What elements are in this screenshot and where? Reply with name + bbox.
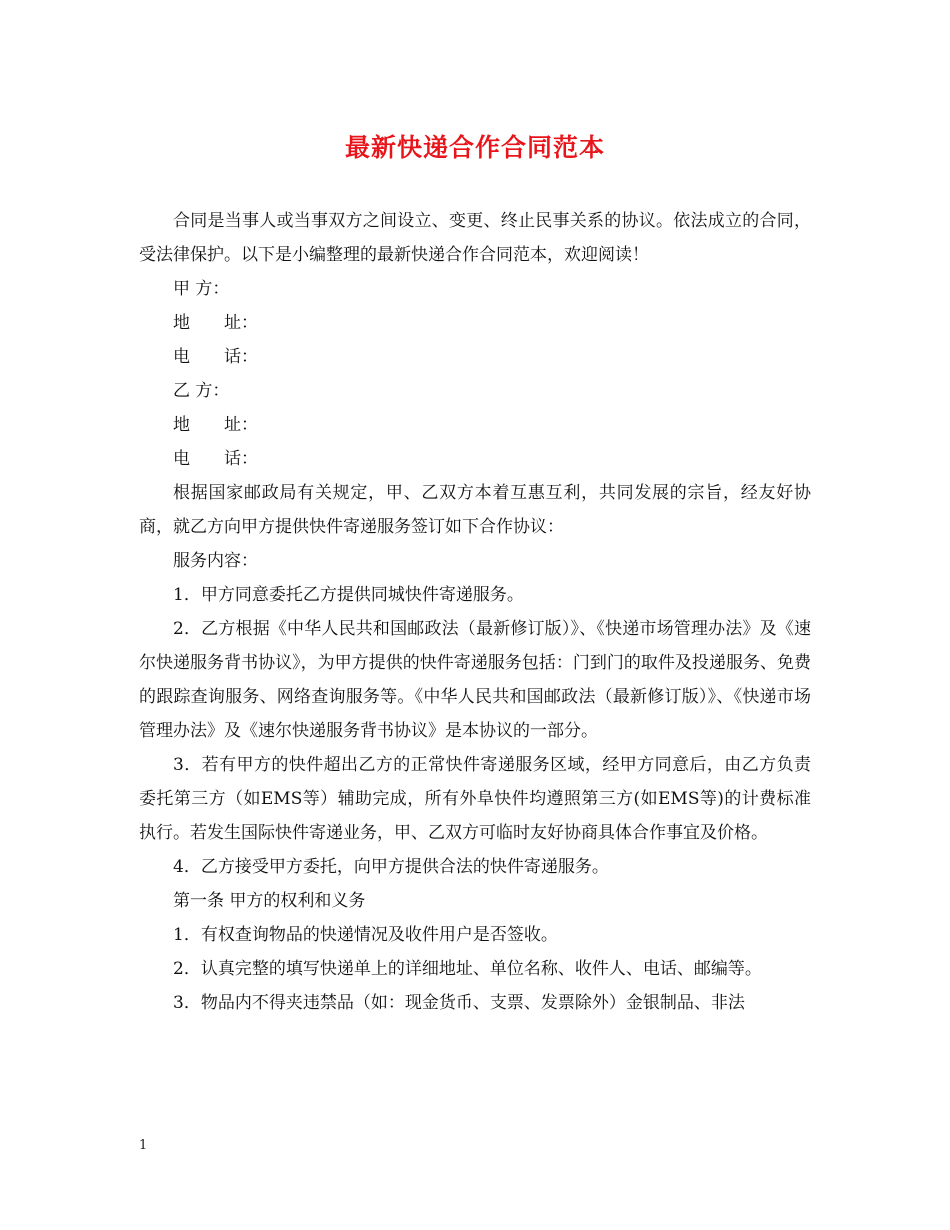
service-item-4: 4．乙方接受甲方委托，向甲方提供合法的快件寄递服务。 <box>173 857 609 877</box>
document-title: 最新快递合作合同范本 <box>344 133 605 162</box>
article-1-item-2: 2．认真完整的填写快递单上的详细地址、单位名称、收件人、电话、邮编等。 <box>173 959 762 979</box>
party-a-label: 甲 方： <box>173 279 230 299</box>
party-a-address: 地 址： <box>173 313 258 333</box>
service-item-1: 1．甲方同意委托乙方提供同城快件寄递服务。 <box>173 585 524 605</box>
intro-paragraph: 合同是当事人或当事双方之间设立、变更、终止民事关系的协议。依法成立的合同，受法律保护。以下是小编整理的最新快递合作合同范本，欢迎阅读！ <box>139 211 811 265</box>
article-1-heading: 第一条 甲方的权利和义务 <box>173 891 366 911</box>
party-b-label: 乙 方： <box>173 381 230 401</box>
article-1-item-1: 1．有权查询物品的快递情况及收件用户是否签收。 <box>173 925 558 945</box>
document-body <box>139 204 811 1020</box>
page-number: 1 <box>139 1138 148 1153</box>
service-item-2: 2．乙方根据《中华人民共和国邮政法（最新修订版）》、《快递市场管理办法》及《速尔快递服务背书协议》，为甲方提供的快件寄递服务包括：门到门的取件及投递服务、免费的跟踪查询服务、网络查询服务等。《中华人民共和国邮政法（最新修订版）》、《快递市场管理办法》及《速尔快递服务背书协议》是本协议的一部分。 <box>139 619 811 741</box>
party-b-phone: 电 话： <box>173 449 258 469</box>
party-a-phone: 电 话： <box>173 347 258 367</box>
service-item-3: 3．若有甲方的快件超出乙方的正常快件寄递服务区域，经甲方同意后，由乙方负责委托第三方（如EMS等）辅助完成，所有外阜快件均遵照第三方(如EMS等)的计费标准执行。若发生国际快件寄递业务，甲、乙双方可临时友好协商具体合作事宜及价格。 <box>139 755 811 843</box>
party-b-address: 地 址： <box>173 415 258 435</box>
service-content-heading: 服务内容： <box>173 551 258 571</box>
article-1-item-3: 3．物品内不得夹违禁品（如：现金货币、支票、发票除外）金银制品、非法 <box>173 993 745 1013</box>
agreement-preamble: 根据国家邮政局有关规定，甲、乙双方本着互惠互利，共同发展的宗旨，经友好协商，就乙方向甲方提供快件寄递服务签订如下合作协议： <box>139 483 811 537</box>
